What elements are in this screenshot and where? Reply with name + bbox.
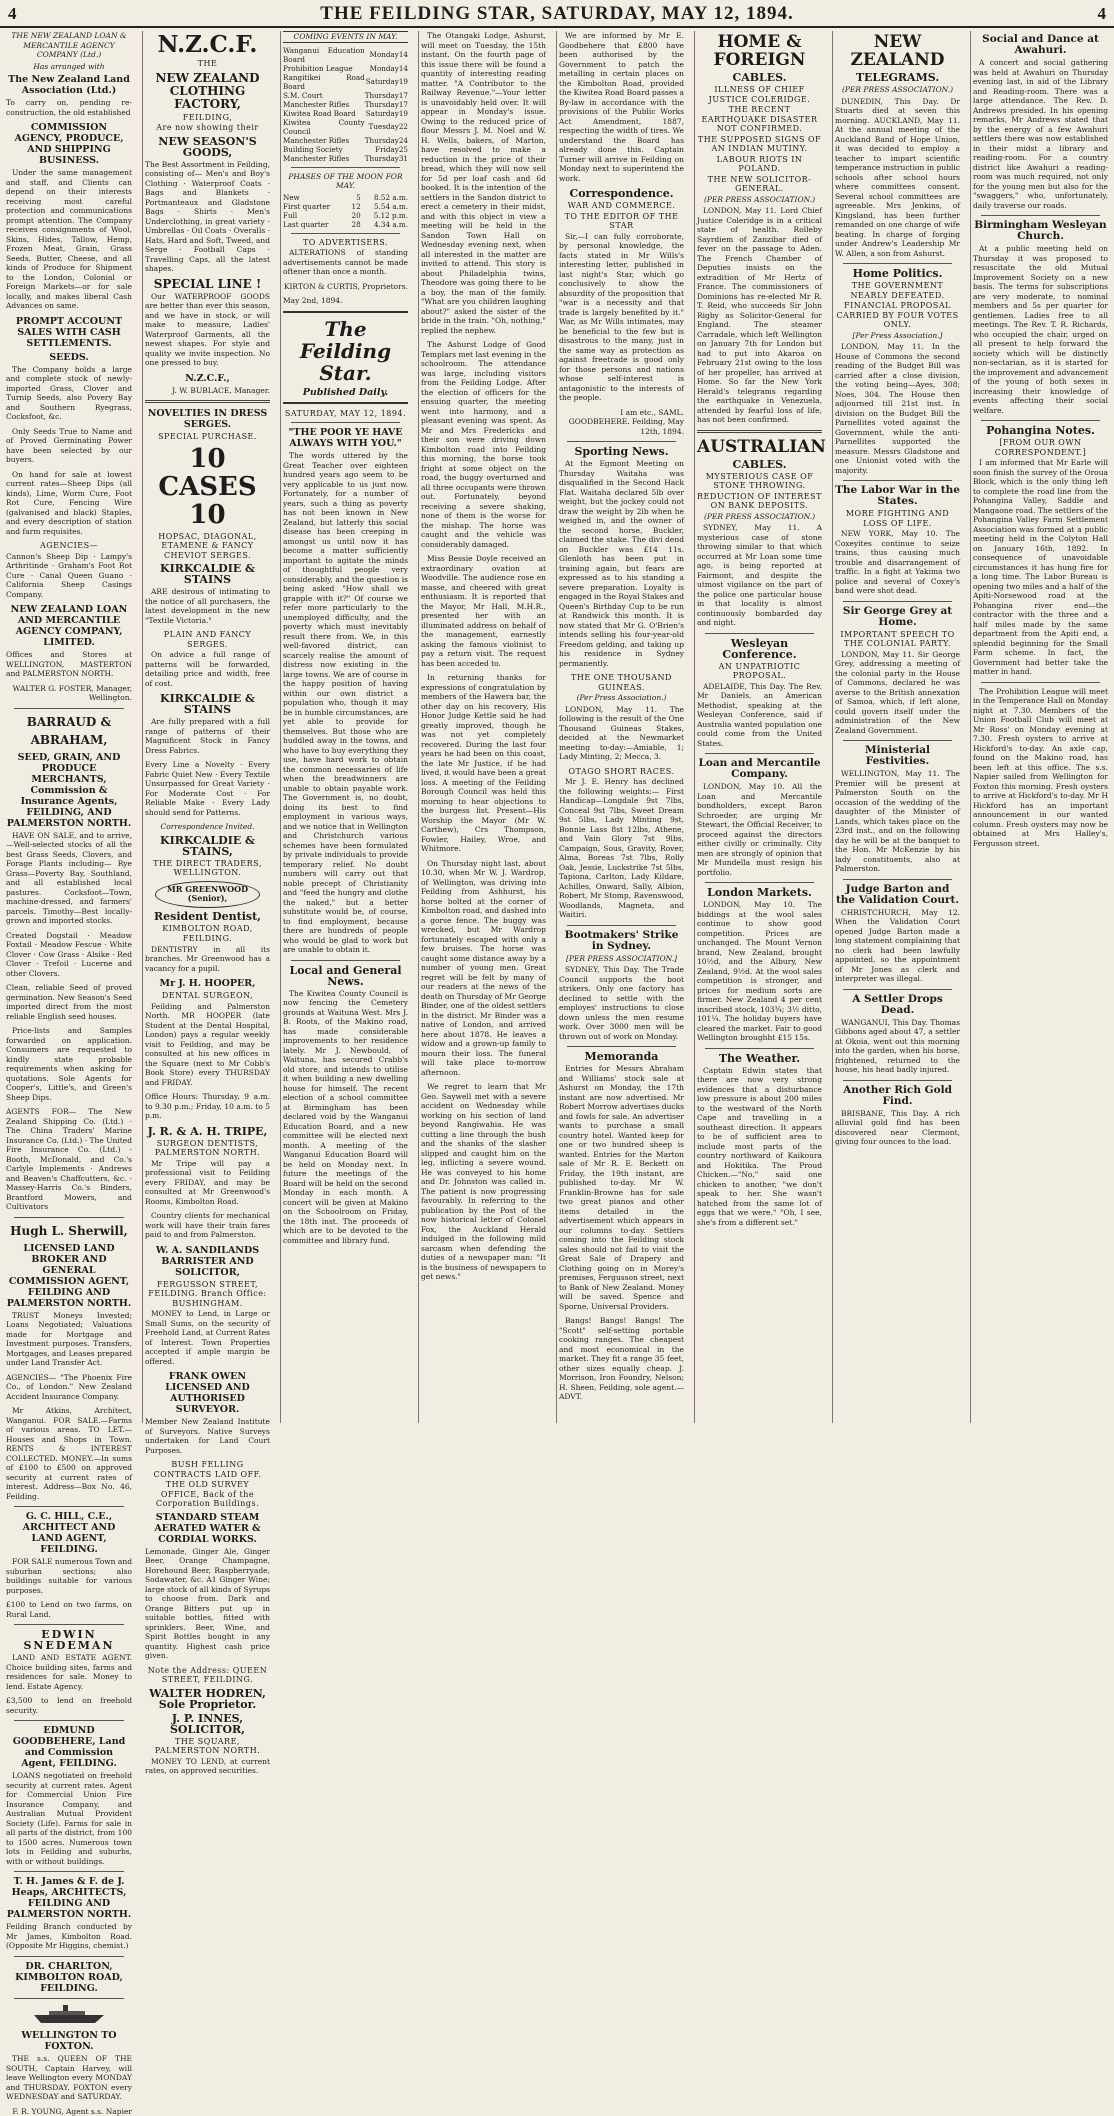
foxton-heading: WELLINGTON TO FOXTON. <box>6 2030 132 2052</box>
special-line-heading: SPECIAL LINE ! <box>145 279 270 290</box>
divider <box>843 263 952 264</box>
otago-body: Mr J. E. Henry has declined the following weights:— First Handicap—Longdale 9st 7lbs, Conceal 9st 7lbs, Sweet Dream 9st 5lbs, Lady Minting 9st, Bonnie Lass 8st 12lbs, Athene, and Vain Glory 7st 9lbs, Campaign, Sous, Gravity, Rover, Alma, Boreas 7st 7lbs, Rolly Oak, Jessie, Luckstrike 7st 5lbs, Tapiona, Carlton, Lady Kildare, Achilles, Onward, Sally, Albion, Robert, Mr Stomp, Ravenswood, Woodlands, Magneta, and Waitiri. <box>559 777 684 920</box>
prompt-account-heading: PROMPT ACCOUNT SALES WITH CASH SETTLEMENTS. <box>6 316 132 349</box>
land-association-name: The New Zealand Land Association (Ltd.) <box>6 74 132 96</box>
bush-felling: BUSH FELLING CONTRACTS LAID OFF. <box>145 1460 270 1479</box>
goodbehere-name: EDMUND GOODBEHERE, Land and Commission Agent, FEILDING. <box>6 1725 132 1769</box>
home-foreign-headline: THE NEW SOLICITOR-GENERAL. <box>697 175 822 194</box>
sale-body: On hand for sale at lowest current rates—Sheep Dips (all kinds), Lime, Worm Cure, Foot Rot Cure, Fencing Wire (galvanised and black) Staples, and every description of station and farm requisites. <box>6 470 132 537</box>
dentistry-body: DENTISTRY in all its branches. Mr Greenwood has a vacancy for a pupil. <box>145 945 270 974</box>
guineas-body: LONDON, May 11. The following is the result of the One Thousand Guineas Stakes, decided at the Newmarket meeting to-day:—Amiable, 1; Lady Minting, 2; Mecca, 3. <box>559 705 684 762</box>
newspaper-title: THE FEILDING STAR, SATURDAY, MAY 12, 1894. <box>0 3 1114 25</box>
nzcf-manager: J. W. BUBLACE, Manager. <box>145 386 270 396</box>
divider <box>697 430 822 433</box>
settler-dead-body: WANGANUI, This Day. Thomas Gibbons aged about 47, a settler at Okoia, went out this morning into the garden, when his horse, frightened, returned to the house, his head badly injured. <box>835 1018 960 1075</box>
greenwood-road: KIMBOLTON ROAD, <box>145 924 270 934</box>
column-7 <box>832 31 962 1423</box>
note-address: Note the Address: QUEEN STREET, FEILDING. <box>145 1666 270 1685</box>
guineas-heading: THE ONE THOUSAND GUINEAS. <box>559 673 684 692</box>
special-line-body: Our WATERPROOF GOODS are better than ever this season, and we have in stock, or will make to measure, Ladies' Waterproof Garments, all the newest shapes. For style and quality we invite inspection. No one pressed to buy. <box>145 292 270 368</box>
loan-mercantile-heading: Loan and Mercantile Company. <box>697 758 822 780</box>
event-row-cell: 25 <box>399 145 408 154</box>
column-4 <box>418 31 548 1423</box>
hodren-name: WALTER HODREN, Sole Proprietor. <box>145 1688 270 1710</box>
divider <box>981 215 1100 216</box>
sporting-body: At the Egmont Meeting on Thursday Waitaha was disqualified in the Second Hack Flat. Waitaha declared 5lb over weight, but the jockey could not draw the weight by 2lb when he weighed in, and the owner of the second horse, Buckler, claimed the stake. The divi dend on Buckler was £14 11s. Glenloth has been put in training again, but fears are expressed as to his standing a severe preparation. Loyalty is engaged in the Royal Stakes and Queen's Birthday Cup to be run at Randwick this month. It is now stated that Mr G. O'Brien's intends selling his four-year-old Freedom gelding, and taking up his residence in Sydney permanently. <box>559 459 684 668</box>
news-body-3: Miss Bessie Doyle received an extraordinary ovation at Woodville. The audience rose en masse, and cheered with great enthusiasm. It is reported that the Mayor, Mr Hall, M.H.R., presented her with an illuminated address on behalf of the management, earnestly asking the famous violinist to pay a return visit. The request has been acceded to. <box>421 554 546 668</box>
nz-assoc: (PER PRESS ASSOCIATION.) <box>835 85 960 95</box>
event-row-cell: Thursday <box>365 100 399 109</box>
offices: Offices and Stores at WELLINGTON, MASTERTON and PALMERSTON NORTH. <box>6 650 132 679</box>
otago-heading: OTAGO SHORT RACES. <box>559 767 684 777</box>
moon-row-cell: Full <box>283 211 348 220</box>
event-row-cell: 24 <box>399 136 408 145</box>
event-row-cell: 31 <box>399 154 408 163</box>
event-row <box>283 145 408 154</box>
innes-address: THE SQUARE, PALMERSTON NORTH. <box>145 1737 270 1756</box>
australian-assoc: (PER PRESS ASSOCIATION.) <box>697 512 822 522</box>
australian-cables: CABLES. <box>697 459 822 470</box>
moon-phases-heading: PHASES OF THE MOON FOR MAY. <box>283 172 408 191</box>
divider <box>14 1506 124 1507</box>
seeds-body: The Company holds a large and complete stock of newly-imported Grass, Clover and Turnip Seeds, also Povery Bay and Southern Ryegrass, Cocksfoot, &c. <box>6 365 132 422</box>
direct-traders: THE DIRECT TRADERS, WELLINGTON. <box>145 859 270 878</box>
divider <box>14 1956 124 1957</box>
divider <box>14 1998 124 1999</box>
to-the-editor: TO THE EDITOR OF THE STAR <box>559 212 684 231</box>
memoranda-heading: Memoranda <box>559 1051 684 1062</box>
seed-list: Created Dogstail · Meadow Foxtail · Meadow Fescue · White Clover · Cow Grass · Alsike · Red Clover · Trefoil · Lucerne and other Clovers. <box>6 931 132 979</box>
event-row <box>283 46 408 64</box>
divider <box>843 1080 952 1081</box>
home-foreign-assoc: (PER PRESS ASSOCIATION.) <box>697 195 822 205</box>
divider <box>291 422 400 423</box>
gold-find-body: BRISBANE, This Day. A rich alluvial gold find has been discovered near Clermont, giving four ounces to the load. <box>835 1109 960 1147</box>
loan-agency-body: Under the same management and staff, and Clients can depend on their interests receiving most careful protection and communications prompt attention. The Company receives consignments of Wool, Skins, Hides, Tallow, Hemp, Frozen Meat, Grain, Grass Seeds, Butter, Cheese, and all kinds of Produce for Shipment to the London, Colonial or Foreign Markets—or for sale locally, and makes liberal Cash Advances on same. <box>6 168 132 311</box>
owen-body: Member New Zealand Institute of Surveyors. Native Surveys undertaken for Land Court Purposes. <box>145 1417 270 1455</box>
nzcf-town: FEILDING, <box>145 113 270 123</box>
star-date: SATURDAY, MAY 12, 1894. <box>283 409 408 419</box>
hooper-body: Feilding and Palmerston North. MR HOOPER (late Student at the Dental Hospital, London) pays a regular weekly visit to Feilding, and may be consulted at his new offices in the Square (next to Mr Cobb's Book Store) every THURSDAY and FRIDAY. <box>145 1002 270 1088</box>
seeds-body-2: Only Seeds True to Name and of Proved Germinating Power have been selected by our buyers. <box>6 427 132 465</box>
event-row <box>283 118 408 136</box>
tripe-body-2: Country clients for mechanical work will have their train fares paid to and from Palmerston. <box>145 1211 270 1240</box>
innes-body: MONEY TO LEND, at current rates, on approved securities. <box>145 1757 270 1776</box>
loan-agency-title: THE NEW ZEALAND LOAN & MERCANTILE AGENCY COMPANY (Ltd.) <box>6 31 132 60</box>
loan-mercantile-body: LONDON, May 10. All the Loan and Mercantile bondholders, except Baron Schroeder, are urging Mr Stewart, the Official Receiver, to proceed against the directors either civilly or criminally. City men are strongly of opinion that Mr Mundella must resign his portfolio. <box>697 782 822 877</box>
home-foreign-body: LONDON, May 11. Lord Chief Justice Coleridge is in a critical state of health. Rolleby Sayrdiem of Zanzibar died of fever on the passage to Aden. The French Chamber of Deputies insists on the extradition of Mr Hertz of France. The commissioners of Dominions has re-elected Mr R. T. Reid, who succeeds Sir John Rigby as Solicitor-General for England. The steamer Carradale, which left Wellington on January 7th for London but had to put into Akaroa on February 21st owing to the loss of her propeller, has arrived at Home. So far the New York Herald's telegrams regarding the earthquake in Venezuela, attended by fearful loss of life, has not been confirmed. <box>697 206 822 425</box>
greenwood-town: FEILDING. <box>145 934 270 944</box>
columns <box>4 31 1110 1423</box>
home-foreign-headline: THE SUPPOSED SIGNS OF AN INDIAN MUTINY. <box>697 135 822 154</box>
column-5 <box>556 31 686 1423</box>
column-2 <box>142 31 272 1423</box>
advertisers-heading: TO ADVERTISERS. <box>283 238 408 248</box>
moon-row <box>283 202 408 211</box>
tripe-title: SURGEON DENTISTS, PALMERSTON NORTH. <box>145 1139 270 1158</box>
seed-note: Clean, reliable Seed of proved germination. New Season's Seed imported direct from the most reliable English seed houses. <box>6 983 132 1021</box>
event-row-cell: 14 <box>399 46 408 64</box>
memoranda-body: Entries for Messrs Abraham and Williams' stock sale at Ashurst on Monday, the 17th instant are now advertised. Mr Robert Morrow advertises ducks and fowls for sale. An advertiser wants to purchase a small country hotel. Wanted keep for one or two hundred sheep is wanted. Entries for the Marton sale of Mr R. E. Beckett on Friday, the 19th instant, are published to-day. Mr W. Franklin-Browne has for sale two great pianos and other items detailed in the advertisement which appears in our columns to-day. Settlers coming into the Feilding stock sales should not fail to visit the Great Sale of Drapery and Clothing going on in Morey's premises, Fergusson street, next to Bank of New Zealand. Money will be saved. Spence and Sporne, Universal Providers. <box>559 1064 684 1311</box>
moon-row-cell: 5 <box>348 193 361 202</box>
correspondence-body: Sir,—I can fully corroborate, by personal knowledge, the facts stated in Mr Wills's interesting letter, published in last night's Star, which go conclusively to show the absurdity of the proposition that "war is a necessity and that trade is largely benefited by it." War, as Mr Wills intimates, may be beneficial to the few but is disastrous to the many, just in the same way as protection as against freetrade is good only for those persons and nations whose self-interest is antagonistic to the interests of the people. <box>559 232 684 403</box>
commission-agency-heading: COMMISSION AGENCY, PRODUCE, AND SHIPPING BUSINESS. <box>6 122 132 166</box>
moon-row-cell: New <box>283 193 348 202</box>
divider <box>567 925 676 926</box>
moon-row-cell: 8.52 a.m. <box>361 193 408 202</box>
correspondence-signature: I am etc., SAML. GOODBEHERE. Feilding, May 12th, 1894. <box>559 408 684 437</box>
coming-events-heading: COMING EVENTS IN MAY. <box>283 31 408 43</box>
column-3 <box>280 31 410 1423</box>
news-body-2: The Ashurst Lodge of Good Templars met last evening in the schoolroom. The attendance was large, including visitors from the Feilding Lodge. After the election of officers for the ensuing quarter, the meeting went into harmony, and a pleasant evening was spent. As Mr and Mrs Fredericks and their son were driving down Kimbolton road into Feilding this morning, the horse took fright at some object on the road, the buggy overturned and all three occupants were thrown out. Fortunately, beyond receiving a severe shaking, none of them is the worse for the mishap. The horse was caught and the vehicle was considerably damaged. <box>421 340 546 549</box>
event-row-cell: Friday <box>365 145 399 154</box>
home-foreign-cables: CABLES. <box>697 72 822 83</box>
star-published: Published Daily. <box>283 387 408 398</box>
correspondence-invited: Correspondence Invited. <box>145 822 270 832</box>
event-row-cell: 19 <box>399 109 408 118</box>
home-foreign-heading: HOME & FOREIGN <box>697 33 822 69</box>
barraud-body-2: Price-lists and Samples forwarded on application. Consumers are requested to kindly state probable requirements when asking for quotations. Sole Agents for Cooper's, Little's, and Green's Sheep Dips. <box>6 1026 132 1102</box>
barraud-body: HAVE ON SALE, and to arrive,—Well-selected stocks of all the best Grass Seeds, Clovers, and Forage Plants including— Rye Grass—Poverty Bay, Southland, and all established local pastures. Cocksfoot—Town, machine-dressed, and farmers' parcels. Timothy—Best locally-grown and imported stocks. <box>6 831 132 926</box>
heaps-body: Feilding Branch conducted by Mr James, Kimbolton Road. (Opposite Mr Higgins, chemist.) <box>6 1922 132 1951</box>
australian-heading: AUSTRALIAN <box>697 438 822 456</box>
home-politics-sub-2: FINANCIAL PROPOSAL CARRIED BY FOUR VOTES ONLY. <box>835 301 960 330</box>
home-foreign-headlines <box>697 85 822 194</box>
event-row <box>283 109 408 118</box>
hill-name: G. C. HILL, C.E., ARCHITECT AND LAND AGENT, FEILDING. <box>6 1511 132 1555</box>
labor-war-sub: MORE FIGHTING AND LOSS OF LIFE. <box>835 509 960 528</box>
news-body-4: In returning thanks for expressions of congratulation by members of the Hawera bar, the other day on his recovery, His Honor Judge Kettle said he had greatly improved, though he was not yet completely recovered. During the last four years he had been on this coast, the late Mr Justice, if he had lived, it would have been a great loss. A meeting of the Feilding Borough Council was held this morning to hear objections to the burgess list. Present—His Worship the Mayor (Mr W. Carthew), Crs Thompson, Fowler, Hailey, Wroe, and Whitmore. <box>421 673 546 854</box>
labor-war-body: NEW YORK, May 10. The Coxeyites continue to seize trains, thus causing much trouble and disarrangement of traffic. In a fight at Yakima two police and several of Coxey's band were shot dead. <box>835 529 960 596</box>
kirkcaldie-body-2: Are fully prepared with a full range of patterns of their Magnificent Stock in Fancy Dress Fabrics. <box>145 717 270 755</box>
event-row-cell: Manchester Rifles <box>283 100 365 109</box>
weather-heading: The Weather. <box>697 1053 822 1064</box>
ministerial-festivities-body: WELLINGTON, May 11. The Premier will be present at Palmerston South on the occasion of the wedding of the daughter of the Minister of Lands, which takes place on the 23rd inst., and on the following day he will be at the banquet to the Hon. Mr McKenzie by his lady constituents, also at Palmerston. <box>835 769 960 874</box>
bangs-advert: Bangs! Bangs! Bangs! The "Scott" self-setting portable cooking ranges. The cheapest and most economical in the market. They fit a range 35 feet, other sizes equally cheap. J. Morrison, Iron Foundry, Nelson; H. Sheen, Feilding, sole agent.—ADVT. <box>559 1316 684 1402</box>
event-row-cell: Rangitikei Road Board <box>283 73 365 91</box>
event-row-cell: 17 <box>399 100 408 109</box>
guineas-assoc: (Per Press Association.) <box>559 693 684 703</box>
nzcf-showing: Are now showing their <box>145 123 270 133</box>
owen-name: FRANK OWEN LICENSED AND AUTHORISED SURVEYOR. <box>145 1371 270 1415</box>
kirkcaldie-body-1: ARE desirous of intimating to the notice of all purchasers, the latest development in the new "Textile Victoria." <box>145 587 270 625</box>
bootmakers-assoc: [PER PRESS ASSOCIATION.] <box>559 954 684 964</box>
divider <box>981 682 1100 683</box>
sherwill-name: Hugh L. Sherwill, <box>6 1222 132 1240</box>
news-body-5: On Thursday night last, about 10.30, when Mr W. J. Wardrop, of Wellington, was driving into Feilding from Ashhurst, his horse bolted at the corner of Kimbolton road, and dashed into a gorse fence. The buggy was wrecked, but Mr Wardrop fortunately escaped with only a few bruises. The horse was caught some distance away by a number of young men. Great regret will be felt by many of our readers at the news of the death on Thursday of Mr George Binder, one of the oldest settlers in the district. Mr Binder was a native of London, and arrived here about 1878. He leaves a widow and a grown-up family to mourn their loss. The funeral will take place to-morrow afternoon. <box>421 859 546 1078</box>
moon-table <box>283 193 408 229</box>
wesleyan-sub: AN UNPATRIOTIC PROPOSAL. <box>697 662 822 681</box>
sherwill-body-2: Mr Atkins, Architect, Wanganui. FOR SALE.—Farms of various areas. TO LET.—Houses and Shops in Town. RENTS & INTEREST COLLECTED. MONEY.—In sums of £100 to £500 on approved security at current rates of interest. Address—Box No. 46, Feilding. <box>6 1406 132 1501</box>
event-row-cell: 14 <box>399 64 408 73</box>
bootmakers-heading: Bootmakers' Strike in Sydney. <box>559 930 684 952</box>
divider <box>291 167 400 168</box>
goodbehere-body: LOANS negotiated on freehold security at current rates. Agent for Commercial Union Fire Insurance Company, and Australian Mutual Provident Society (Life). Farms for sale in all parts of the district, from 100 to 1500 acres. Numerous town lots in Feilding and suburbs, with or without buildings. <box>6 1771 132 1866</box>
ten-cases-heading: 10 CASES 10 <box>145 445 270 529</box>
weather-body: Captain Edwin states that there are now very strong evidences that a disturbance low pressure is about 200 miles to the westward of the North Cape and travelling in a southeast direction. It appears to be of sufficient area to include most parts of the country northward of Kaikoura and Hokitika. The Proud Chicken.—"No," said one chicken to another, "we don't speak to her. She wasn't hatched from the same lot of eggs that we were." "Oh, I see, she's from a different set." <box>697 1066 822 1228</box>
goods-body: The Best Assortment in Feilding, consisting of— Men's and Boy's Clothing · Waterproof Coats · Bags and Blankets · Portmanteaux and Gladstone Bags · Shirts · Men's Underclothing, in great variety · Umbrellas · Oil Coats · Overalls · Hats, Hard and Soft, Tweed, and Serge · Football Caps · Travelling Caps, all the latest shapes. <box>145 160 270 274</box>
divider <box>14 708 124 709</box>
standard-body: Lemonade, Ginger Ale, Ginger Beer, Orange Champagne, Horehound Beer, Raspberryade, Sodawater, &c. A1 Ginger Wine; large stock of all kinds of Syrups to choose from. Dark and Orange Bitters put up in suitable bottles, fitted with sprinklers. Beer, Wine, and Spirit Bottles bought in any quantity. Highest cash price given. <box>145 1547 270 1661</box>
home-politics-assoc: [Per Press Association.] <box>835 331 960 341</box>
edwin-name: EDWIN SNEDEMAN <box>6 1629 132 1651</box>
events-table <box>283 46 408 163</box>
divider <box>705 633 814 634</box>
divider <box>981 420 1100 421</box>
tripe-name: J. R. & A. H. TRIPE, <box>145 1126 270 1137</box>
local-items: The Prohibition League will meet in the Temperance Hall on Monday night at 7.30. Members of the Union Football Club will meet at Mr Ross' on Monday evening at 7.30. Fresh oysters to arrive at Hickford's to-day. An axle cap, found on the Makino road, has been left at this office. The s.s. Napier sailed from Wellington for Foxton this morning. Fresh oysters to arrive at Hickford's to-day. Mr H Hickford has an important announcement in our wanted column. Fresh oysters may now be obtained at Mrs Halley's, Fergusson street. <box>973 687 1108 849</box>
loan-manager: WALTER G. FOSTER, Manager, Wellington. <box>6 684 132 703</box>
column-8 <box>970 31 1110 1423</box>
kirton-curtis: KIRTON & CURTIS, Proprietors. <box>283 282 408 292</box>
australian-headlines <box>697 472 822 511</box>
event-row <box>283 136 408 145</box>
sherwill-body: TRUST Moneys Invested; Loans Negotiated; Valuations made for Mortgage and Investment purposes. Transfers, Mortgages, and Leases prepared under Land Transfer Act. <box>6 1311 132 1368</box>
divider <box>145 400 270 403</box>
divider <box>291 233 400 234</box>
event-row-cell: Prohibition League <box>283 64 365 73</box>
event-row <box>283 100 408 109</box>
home-politics-body: LONDON, May 11. In the House of Commons the second reading of the Budget Bill was carried after a close division, the voting being—Ayes, 308; Noes, 304. The House then adjourned till 21st inst. In division on the Budget Bill the Parnellites voted against the Government, while the anti-Parnellites supported the measure. Messrs Gladstone and one Unionist voted with the majority. <box>835 342 960 475</box>
event-row-cell: 19 <box>399 73 408 91</box>
australian-headline: REDUCTION OF INTEREST ON BANK DEPOSITS. <box>697 492 822 511</box>
divider <box>843 879 952 880</box>
home-foreign-headline: THE RECENT EARTHQUAKE DISASTER NOT CONFIRMED. <box>697 105 822 134</box>
war-commerce-heading: WAR AND COMMERCE. <box>559 201 684 211</box>
event-row-cell: 22 <box>399 118 408 136</box>
home-foreign-headline: ILLNESS OF CHIEF JUSTICE COLERIDGE. <box>697 85 822 104</box>
wesleyan-heading: Wesleyan Conference. <box>697 638 822 660</box>
news-body-1: The Otangaki Lodge, Ashurst, will meet on Tuesday, the 15th instant. On the fourth page of this issue there will be found a quantity of interesting reading matter. "A Contributor to the Railway Revenue."—Your letter is unavoidably held over. It will appear in Monday's issue. Owing to the reduced price of flour Messrs J. M. Noel and W. H. Wells, bakers, of Marton, have resolved to make a reduction in the price of their bread, which they will now sell for 5d per loaf cash and 6d booked. It is the intention of the settlers in the Sandon district to erect a cemetery in their midst, and with this object in view a meeting will be held in the Sandon Town Hall on Wednesday evening next, when all interested in the matter are invited to attend. This story is about Philadelphia twins, Theodore was going there to be a boy, the man of the family. "What are you children laughing about?" asked the sister of the bride in the train. "Oh, nothing," replied the nephew. <box>421 31 546 335</box>
event-row <box>283 64 408 73</box>
event-row <box>283 91 408 100</box>
sherwill-agencies: AGENCIES— "The Phoenix Fire Co., of London." New Zealand Accident Insurance Company. <box>6 1373 132 1402</box>
event-row-cell: Thursday <box>365 136 399 145</box>
kirkcaldie-body-1b: On advice a full range of patterns will be forwarded, detailing price and width, free of cost. <box>145 650 270 688</box>
clothing-factory-name: NEW ZEALAND CLOTHING FACTORY, <box>145 72 270 111</box>
office-hours: Office Hours: Thursday, 9 a.m. to 9.30 p.m.; Friday, 10 a.m. to 5 p.m. <box>145 1092 270 1121</box>
plain-fancy-serges: PLAIN AND FANCY SERGES. <box>145 630 270 649</box>
divider <box>14 1217 124 1218</box>
divider <box>14 1871 124 1872</box>
divider <box>14 1624 124 1625</box>
goodbehere-news: We are informed by Mr E. Goodbehere that £800 have been authorised by the Government to patch the metalling in certain places on the Kimbolton Road, provided the Kiwitea Road Board passes a By-law in accordance with the provisions of the Public Works Act Amendment, 1887, respecting the width of tires. We understand the Board has already done this. Captain Turner will arrive in Feilding on Monday next to superintend the work. <box>559 31 684 183</box>
star-title: The Feilding Star. <box>283 318 408 384</box>
sandilands-body: MONEY to Lend, in Large or Small Sums, on the security of Freehold Land, at Current Rates of Interest. Town Properties accepted if ample margin be offered. <box>145 1309 270 1366</box>
old-survey-office: THE OLD SURVEY OFFICE, Back of the Corporation Buildings. <box>145 1480 270 1509</box>
event-row-cell: Kiwitea Road Board <box>283 109 365 118</box>
george-grey-heading: Sir George Grey at Home. <box>835 606 960 628</box>
moon-row-cell: 4.34 a.m. <box>361 220 408 229</box>
local-news-heading: Local and General News. <box>283 965 408 987</box>
standard-aerated-name: STANDARD STEAM AERATED WATER & CORDIAL WORKS. <box>145 1512 270 1545</box>
local-news-body: The Kiwitea County Council is now fencing the Cemetery grounds at Waituna West. Mrs J. B. Roots, of the Makino road, has made considerable improvements to her residence lately. Mr J. Newbould, of Waituna, has secured Crabb's old store, and intends to utilise it when building a new dwelling house for himself. The recent election of a school committee at Birmingham has been declared void by the Wanganui Education Board, and a new committee will be elected next month. A meeting of the Wanganui Education Board will be held on Monday next. In future the meetings of the Board will be held on the second Monday in each month. A concert will be given at Makino on the Schoolroom on Friday, the 18th inst. The proceeds of which are to be devoted to the committee and library fund. <box>283 989 408 1246</box>
event-row-cell: Manchester Rifles <box>283 154 365 163</box>
resident-dentist: Resident Dentist, <box>145 911 270 922</box>
hill-lend: £100 to Lend on two farms, on Rural Land. <box>6 1600 132 1619</box>
event-row <box>283 73 408 91</box>
edwin-lend: £3,500 to lend on freehold security. <box>6 1696 132 1715</box>
sandilands-address: FERGUSSON STREET, FEILDING. Branch Office: BUSHINGHAM. <box>145 1280 270 1309</box>
event-row-cell: Saturday <box>365 73 399 91</box>
divider <box>843 601 952 602</box>
divider <box>567 441 676 442</box>
event-row-cell: Saturday <box>365 109 399 118</box>
event-row-cell: Monday <box>365 46 399 64</box>
agencies-list: Cannon's Sheep Dip · Lampy's Arthritinde · Graham's Foot Rot Cure · Canal Queen Guano · California Sheep Casings Company. <box>6 552 132 600</box>
event-row-cell: Kiwitea County Council <box>283 118 365 136</box>
moon-row-cell: First quarter <box>283 202 348 211</box>
loan-agency-sub: Has arranged with <box>6 62 132 72</box>
ministerial-festivities-heading: Ministerial Festivities. <box>835 745 960 767</box>
special-purchase: SPECIAL PURCHASE. <box>145 432 270 442</box>
agencies-heading: AGENCIES— <box>6 541 132 551</box>
awahuri-social-body: A concert and social gathering was held at Awahuri on Thursday evening last, in aid of the Library and Reading-room. There was a large attendance. The Rev. D. Andrews presided. In his opening remarks, Mr Andrews stated that by the energy of a few Awahuri settlers there was now established in their midst a library and reading-room. For a country district like Awahuri a reading-room was much required, not only for the young men but also for the "swaggers," who, unfortunately, daily traverse our roads. <box>973 58 1108 210</box>
australian-headline: MYSTERIOUS CASE OF STONE THROWING. <box>697 472 822 491</box>
divider <box>705 882 814 883</box>
every-line-list: Every Line a Novelty · Every Fabric Quiet New · Every Textile Unsurpassed for Great Variety · For Moderate Cost · For Reliable Make · Every Lady should send for Patterns. <box>145 760 270 817</box>
heaps-name: T. H. James & F. de J. Heaps, ARCHITECTS, FEILDING AND PALMERSTON NORTH. <box>6 1876 132 1920</box>
nzcf-signoff: N.Z.C.F., <box>145 373 270 384</box>
sandilands-name: W. A. SANDILANDS BARRISTER AND SOLICITOR, <box>145 1245 270 1278</box>
moon-row <box>283 193 408 202</box>
event-row-cell: Wanganui Education Board <box>283 46 365 64</box>
george-grey-body: LONDON, May 11. Sir George Grey, addressing a meeting of the colonial party in the House of Commons, declared he was averse to the British annexation of Samoa, which, if left alone, could govern itself under the administration of the New Zealand Government. <box>835 650 960 736</box>
foxton-body: THE s.s. QUEEN OF THE SOUTH, Captain Harvey, will leave Wellington every MONDAY and THURSDAY. FOXTON every WEDNESDAY and SATURDAY. <box>6 2054 132 2102</box>
moon-row-cell: Last quarter <box>283 220 348 229</box>
moon-row-cell: 28 <box>348 220 361 229</box>
divider <box>843 480 952 481</box>
page-number-left: 4 <box>8 4 17 24</box>
moon-row <box>283 211 408 220</box>
edwin-body: LAND AND ESTATE AGENT. Choice building sites, farms and residences for sale. Money to lend. Estate Agency. <box>6 1653 132 1691</box>
new-season-goods-heading: NEW SEASON'S GOODS, <box>145 136 270 158</box>
seeds-heading: SEEDS. <box>6 352 132 363</box>
australian-body: SYDNEY, May 11. A mysterious case of stone throwing similar to that which occurred at Mr Loan some time ago, is being reported at Fairmont, and despite the utmost vigilance on the part of the police one particular house in that locality is almost continuously bombarded day and night. <box>697 523 822 628</box>
event-row-cell: Thursday <box>365 91 399 100</box>
divider <box>843 989 952 990</box>
george-grey-sub: IMPORTANT SPEECH TO THE COLONIAL PARTY. <box>835 630 960 649</box>
home-foreign-headline: LABOUR RIOTS IN POLAND. <box>697 155 822 174</box>
event-row-cell: Manchester Rifles <box>283 136 365 145</box>
nz-telegrams-body: DUNEDIN, This Day. Dr Stuarts died at seven this morning. AUCKLAND, May 11. At the annual meeting of the Auckland Band of Hope Union, it was decided to employ a teacher to impart scientific temperance instruction in public schools after school hours where committees consent. Several school committees are agreeable. Mrs Jenkins, of Kingsland, has been further remanded on one charge of wife beating. In charge of forging under Andrew's Leadership Mr W. Allen, a son from Ashurst. <box>835 97 960 259</box>
advertisers-body: ALTERATIONS of standing advertisements cannot be made oftener than once a month. <box>283 248 408 277</box>
leader-heading: "THE POOR YE HAVE ALWAYS WITH YOU." <box>283 427 408 449</box>
new-zealand-heading: NEW ZEALAND <box>835 33 960 69</box>
telegrams-heading: TELEGRAMS. <box>835 72 960 83</box>
moon-row <box>283 220 408 229</box>
event-row-cell: Tuesday <box>365 118 399 136</box>
divider <box>843 740 952 741</box>
hooper-name: Mr J. H. HOOPER, <box>145 978 270 989</box>
novelties-heading: NOVELTIES IN DRESS SERGES. <box>145 408 270 430</box>
star-masthead <box>283 311 408 404</box>
masthead <box>0 0 1114 28</box>
london-markets-heading: London Markets. <box>697 887 822 898</box>
nzcf-heading: N.Z.C.F. <box>145 33 270 57</box>
event-row <box>283 154 408 163</box>
divider <box>705 1048 814 1049</box>
page-number-right: 4 <box>1098 4 1107 24</box>
pohangina-sub: [FROM OUR OWN CORRESPONDENT.] <box>973 438 1108 457</box>
event-row-cell: Thursday <box>365 154 399 163</box>
barraud-name: BARRAUD & ABRAHAM, <box>6 713 132 749</box>
column-1 <box>4 31 134 1423</box>
kirkcaldie-heading-3: KIRKCALDIE & STAINS, <box>145 835 270 857</box>
foxton-agent: F. R. YOUNG, Agent s.s. Napier <box>6 2107 132 2116</box>
birmingham-church-heading: Birmingham Wesleyan Church. <box>973 220 1108 242</box>
judge-barton-heading: Judge Barton and the Validation Court. <box>835 884 960 906</box>
kirkcaldie-heading-2: KIRKCALDIE & STAINS <box>145 693 270 715</box>
divider <box>291 960 400 961</box>
hooper-title: DENTAL SURGEON, <box>145 991 270 1001</box>
event-row-cell: S.M. Court <box>283 91 365 100</box>
greenwood-banner: MR GREENWOOD (Senior), <box>155 881 260 908</box>
barraud-sub: SEED, GRAIN, AND PRODUCE MERCHANTS, Commission & Insurance Agents, FEILDING, AND PALMERSTON NORTH. <box>6 752 132 829</box>
event-row-cell: Monday <box>365 64 399 73</box>
event-row-cell: Building Society <box>283 145 365 154</box>
awahuri-social-heading: Social and Dance at Awahuri. <box>973 34 1108 56</box>
hill-body: FOR SALE numerous Town and suburban sections; also buildings suitable for various purposes. <box>6 1557 132 1595</box>
event-row-cell: 17 <box>399 91 408 100</box>
gold-find-heading: Another Rich Gold Find. <box>835 1085 960 1107</box>
tripe-body: Mr Tripe will pay a professional visit to Feilding every FRIDAY, and may be consulted at Mr Greenwood's Rooms, Kimbolton Road. <box>145 1159 270 1207</box>
nzcf-the: THE <box>145 59 270 69</box>
charlton-name: DR. CHARLTON, KIMBOLTON ROAD, FEILDING. <box>6 1961 132 1994</box>
correspondence-heading: Correspondence. <box>559 188 684 199</box>
settler-dead-heading: A Settler Drops Dead. <box>835 994 960 1016</box>
birmingham-church-body: At a public meeting held on Thursday it was proposed to resuscitate the old Mutual Improvement Society on a new basis. The terms for subscriptions are very moderate, to nominal members and 5s per quarter for gentlemen. Ladies free to all meetings. The Rev. T. R. Richards, who occupied the chair, urged on all present to help forward the society which will be distinctly non-sectarian, as it is started for the improvement and advancement of the young of both sexes in increasing their knowledge of events affecting their social welfare. <box>973 244 1108 415</box>
news-body-6: We regret to learn that Mr Geo. Saywell met with a severe accident on Wednesday while working on his section of land beyond Rangiwahia. He was cutting a line through the bush and the shanks of the slasher slipped and caught him on the leg, inflicting a severe wound. He was conveyed to his home and Dr. Johnston was called in. The patient is now progressing favourably. In referring to the publication by the Post of the now historical letter of Colonel Fox, the Auckland Herald indulged in the following mild sarcasm when defending the duties of a newspaper man: "It is the business of newspapers to get news." <box>421 1082 546 1282</box>
divider <box>705 753 814 754</box>
loan-agency-text: To carry on, pending re-construction, the old established <box>6 98 132 117</box>
moon-row-cell: 12 <box>348 202 361 211</box>
moon-row-cell: 5.12 p.m. <box>361 211 408 220</box>
sporting-heading: Sporting News. <box>559 446 684 457</box>
divider <box>14 1720 124 1721</box>
judge-barton-body: CHRISTCHURCH, May 12. When the Validation Court opened Judge Barton made a long statement complaining that no clerk had been lawfully appointed, so the appointment of Mr Jones as clerk and interpreter was illegal. <box>835 908 960 984</box>
moon-row-cell: 5.54 a.m. <box>361 202 408 211</box>
sherwill-sub: LICENSED LAND BROKER AND GENERAL COMMISSION AGENT, FEILDING AND PALMERSTON NORTH. <box>6 1243 132 1309</box>
agents-for: AGENTS FOR— The New Zealand Shipping Co. (Ltd.) · The China Traders' Marine Insurance Co. (Ltd.) · The United Fire Insurance Co. (Ltd.) · Booth, McDonald, and Co.'s Carlyle Implements · Andrews and Beaven's Chaffcutters, &c. · Massey-Harris Co.'s Binders, Brantford Mowers, and Cultivators <box>6 1107 132 1212</box>
column-6 <box>694 31 824 1423</box>
wesleyan-body: ADELAIDE, This Day. The Rev. Mr Daniels, an American Methodist, speaking at the Wesleyan Conference, said if Australia wanted population one could come from the United States. <box>697 682 822 749</box>
innes-name: J. P. INNES, SOLICITOR, <box>145 1713 270 1735</box>
home-politics-sub: THE GOVERNMENT NEARLY DEFEATED. <box>835 281 960 300</box>
moon-row-cell: 20 <box>348 211 361 220</box>
bootmakers-body: SYDNEY, This Day. The Trade Council supports the boot strikers. Only one factory has declined to settle with the employes' instructions to close down unless the men resume work. Over 3000 men will be thrown out of work on Monday. <box>559 965 684 1041</box>
london-markets-body: LONDON, May 10. The biddings at the wool sales continue to show good competition. Prices are unchanged. The Mount Vernon brand, New Zealand, brought 10½d, and the Albury, New Zealand, 9½d. At the wool sales competition is stronger, and prices for medium sorts are firmer. New Zealand 4 per cent inscribed stock, 103¾; 3½ ditto, 101¼. The holiday buyers have cleared the market. Fair to good Wellington broughht £15 15s. <box>697 900 822 1043</box>
loan-mercantile-name: NEW ZEALAND LOAN AND MERCANTILE AGENCY COMPANY, LIMITED. <box>6 604 132 648</box>
kirton-date: May 2nd, 1894. <box>283 296 408 306</box>
hopsac-line: HOPSAC, DIAGONAL, ETAMENE & FANCY CHEVIOT SERGES. <box>145 532 270 561</box>
leader-body: The words uttered by the Great Teacher over eighteen hundred years ago seem to be very applicable to us just now. Fortunately, for a number of years, such a thing as poverty has not been known in New Zealand, but latterly this social disease has been creeping in amongst us until now it has become a matter sufficiently important to agitate the minds of thoughtful people very considerably, and the question is being asked "How shall we grapple with it?" Of course we refer more particularly to the unemployed difficulty, and the poverty which must inevitably result there from. We, in this well-favored district, can scarcely realise the amount of distress now existing in the large towns. We are of course in the happy position of having within our own district a population who, though it may be in humble circumstances, are yet able to provide for themselves. But those who are huddled away in the towns, and who have to buy everything they use, have hard work to obtain the common necessaries of life when the breadwinners are unable to obtain payable work. The Government is, no doubt, doing its best to find employment in various ways, and we notice that in Wellington and Christchurch various schemes have been formulated by private individuals to provide temporary relief. No doubt numbers will carry out that noble precept of Christianity and "feed the hungry and clothe the naked," but a better substitute would be, of course, to find employment, because there are hundreds of people who would be glad to work but are unable to obtain it. <box>283 451 408 955</box>
divider <box>567 1046 676 1047</box>
pohangina-body: I am informed that Mr Earle will soon finish the survey of the Oroua Block, which is the only thing left to complete the road line from the Pohangina Valley, Saddle and Mangaone road. The settlers of the Pohangina Valley Farm Settlement Association was formed at a public meeting held in the Colyton Hall on January 16th, 1892. In consequence of unavoidable circumstances it has hung fire for a long time. The Labor Bureau is opening two miles and a half of the Apiti-Norsewood road at the Pohangina river end—the contractor with the three and a half miles made by the same department from the Apiti end, a splendid beginning for the Small Farm scheme. In fact, the Government had better take the matter in hand. <box>973 458 1108 677</box>
pohangina-heading: Pohangina Notes. <box>973 425 1108 436</box>
kirkcaldie-heading-1: KIRKCALDIE & STAINS <box>145 563 270 585</box>
home-politics-heading: Home Politics. <box>835 268 960 279</box>
steamer-icon <box>6 2003 132 2028</box>
labor-war-heading: The Labor War in the States. <box>835 485 960 507</box>
